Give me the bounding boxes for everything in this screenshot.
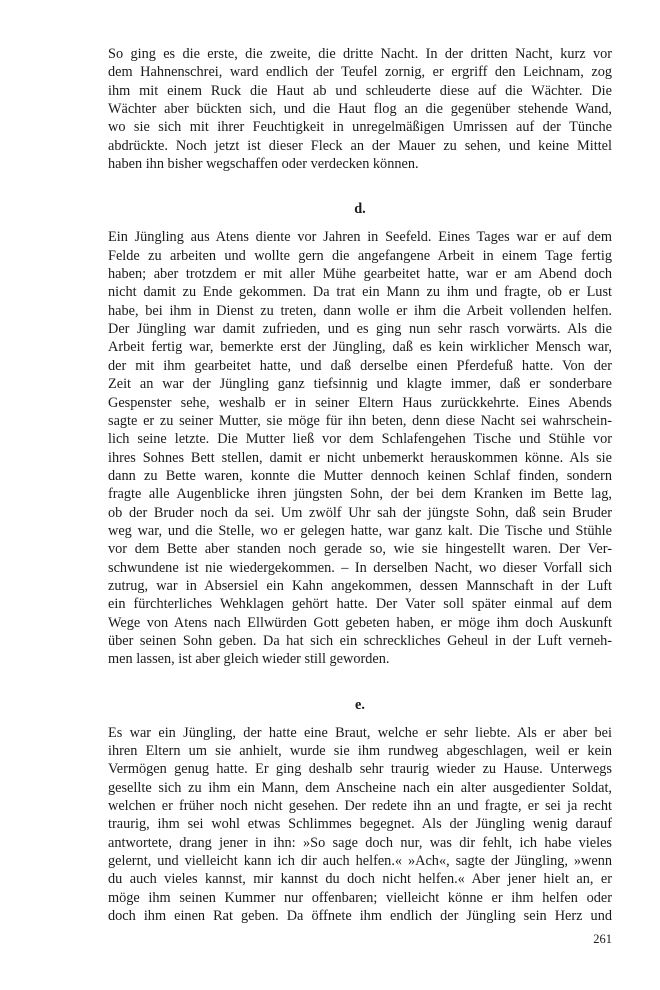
text-line: ihres Sohnes Bett stellen, damit er nicht unbemerkt herauskommen könne. Als sie: [108, 449, 612, 466]
text-line: dann zu Bette waren, konnte die Mutter dennoch keinen Schlaf finden, sondern: [108, 467, 612, 484]
text-line: gesellte sich zu ihm ein Mann, dem Anscheine nach ein alter ausgedienter Soldat,: [108, 779, 612, 796]
text-line: abdrückte. Noch jetzt ist dieser Fleck an der Mauer zu sehen, und keine Mittel: [108, 137, 612, 154]
text-line: Ein Jüngling aus Atens diente vor Jahren in Seefeld. Eines Tages war er auf dem: [108, 229, 612, 246]
text-line: haben; aber trotzdem er mit aller Mühe gearbeitet hatte, war er am Abend doch: [108, 266, 612, 283]
text-line: weg war, und die Stelle, wo er gelegen hatte, war ganz kalt. Die Tische und Stühle: [108, 522, 612, 539]
text-line: Der Jüngling war damit zufrieden, und es ging nun sehr rasch vorwärts. Als die: [108, 321, 612, 338]
text-line: ein fürchterliches Wehklagen gehört hatte. Der Vater soll später einmal auf dem: [108, 596, 612, 613]
text-line: dem Hahnenschrei, ward endlich der Teufel zornig, er ergriff den Leichnam, zog: [108, 64, 612, 81]
text-line: traurig, ihm sei wohl etwas Schlimmes begegnet. Als der Jüngling wenig darauf: [108, 816, 612, 833]
text-line: antwortete, drang jener in ihn: »So sage doch nur, was dir fehlt, ich habe vieles: [108, 834, 612, 851]
text-line: fragte alle Augenblicke ihren jüngsten Sohn, der bei dem Kranken im Bette lag,: [108, 486, 612, 503]
text-line: Felde zu arbeiten und wollte gern die angefangene Arbeit in einem Tage fertig: [108, 247, 612, 264]
text-line: ihm mit einem Ruck die Haut ab und schleuderte diese auf die Wächter. Die: [108, 82, 612, 99]
text-line: Gespenster sehe, weshalb er in seiner Eltern Haus zurückkehrte. Eines Abends: [108, 394, 612, 411]
text-line: Wächter aber bückten sich, und die Haut flog an die gegenüber stehende Wand,: [108, 101, 612, 118]
text-line: sagte er zu seiner Mutter, sie möge für ihn beten, denn diese Nacht sei wahrschein-: [108, 412, 612, 429]
text-line: Es war ein Jüngling, der hatte eine Braut, welche er sehr liebte. Als er aber bei: [108, 724, 612, 741]
text-line: Arbeit fertig war, bemerkte erst der Jüngling, daß es kein wirklicher Mensch war,: [108, 339, 612, 356]
text-line: wo sie sich mit ihrer Feuchtigkeit in unregelmäßigen Umrissen auf der Tünche: [108, 119, 612, 136]
section-heading-d: d.: [354, 201, 366, 218]
text-line: So ging es die erste, die zweite, die dritte Nacht. In der dritten Nacht, kurz vor: [108, 46, 612, 62]
paragraph-d: [108, 228, 612, 668]
text-line: du auch vieles kannst, mir kannst du doch nicht helfen.« Aber jener hielt an, er: [108, 871, 612, 888]
text-line: Vermögen genug hatte. Er ging deshalb sehr traurig wieder zu Hause. Unterwegs: [108, 761, 612, 778]
text-line: men lassen, ist aber gleich wieder still geworden.: [108, 651, 390, 668]
text-line: vor dem Bette aber standen noch gerade so, wie sie hingestellt waren. Der Ver-: [108, 541, 612, 558]
text-line: zutrug, war in Absersiel ein Kahn angekommen, dessen Mannschaft in der Luft: [108, 577, 612, 594]
text-line: doch ihm einen Rat geben. Da öffnete ihm endlich der Jüngling sein Herz und: [108, 908, 612, 925]
paragraph-intro: [108, 45, 612, 173]
page-number: 261: [593, 932, 612, 946]
text-line: ihren Eltern um sie anhielt, wurde sie ihm rundweg abgeschlagen, weil er kein: [108, 743, 612, 759]
text-line: nicht damit zu Ende gekommen. Da trat ein Mann zu ihm und fragte, ob er Lust: [108, 284, 612, 301]
paragraph-e: [108, 724, 612, 926]
text-line: möge ihm seinen Kummer nur offenbaren; vielleicht könne er ihm helfen oder: [108, 889, 612, 906]
text-line: schwundene ist nie wiedergekommen. – In derselben Nacht, wo dieser Vorfall sich: [108, 559, 612, 576]
text-line: über seinen Sohn geben. Da hat sich ein schreckliches Geheul in der Luft verneh-: [108, 632, 612, 649]
text-line: ob der Bruder noch da sei. Um zwölf Uhr sah der jüngste Sohn, daß sein Bruder: [108, 504, 612, 521]
page-body: [108, 45, 612, 925]
text-line: lich seine letzte. Die Mutter ließ vor dem Schlafengehen Tische und Stühle vor: [108, 431, 612, 448]
section-heading-e: e.: [355, 696, 365, 713]
text-line: gelernt, und vielleicht kann ich dir auch helfen.« »Ach«, sagte der Jüngling, »wenn: [108, 853, 612, 870]
text-line: welchen er früher noch nicht gesehen. Der redete ihn an und fragte, er sei ja recht: [108, 798, 612, 815]
text-line: Zeit an war der Jüngling ganz tiefsinnig und klagte immer, daß er sonderbare: [108, 376, 612, 393]
text-line: der mit ihm gearbeitet hatte, und daß derselbe einen Pferdefuß hatte. Von der: [108, 357, 612, 374]
text-line: habe, bei ihm in Dienst zu treten, dann wolle er ihm die Arbeit vollenden helfen.: [108, 302, 612, 319]
text-line: Wege von Atens nach Ellwürden Gott gebeten haben, er möge ihm doch Auskunft: [108, 614, 612, 631]
text-line: haben ihn bisher wegschaffen oder verdecken können.: [108, 156, 419, 173]
